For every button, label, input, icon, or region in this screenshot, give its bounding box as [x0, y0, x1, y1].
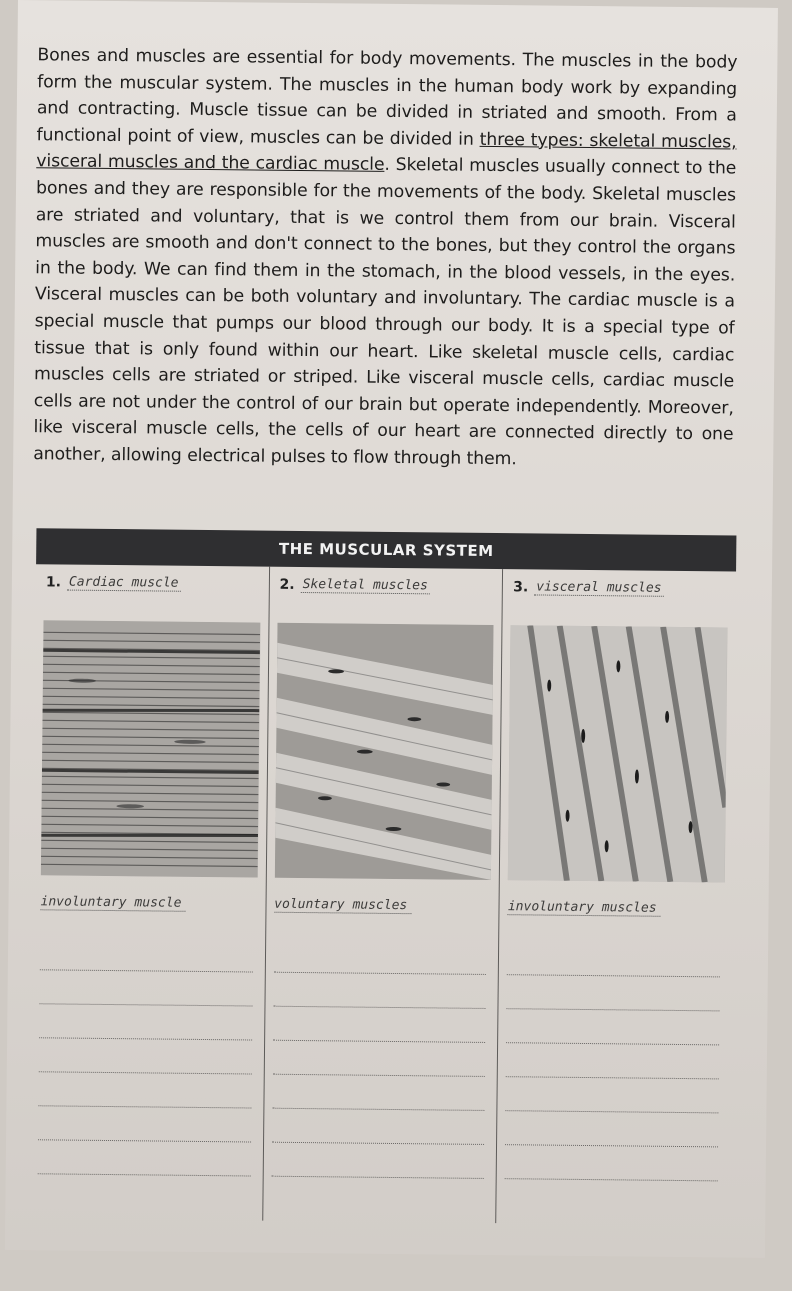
writing-lines[interactable] [271, 939, 486, 1179]
paragraph-underlined-text: three types: skeletal muscles, visceral muscles and the cardiac muscle [36, 129, 737, 176]
column-visceral [497, 569, 737, 1225]
column-label [503, 569, 736, 607]
muscular-system-table [29, 528, 736, 1225]
column-number: 2. [279, 576, 295, 593]
writing-lines[interactable] [38, 936, 253, 1176]
paragraph-text-end: . Skeletal muscles usually connect to the bones and they are responsible for the movements of the body. Skeletal muscles are striated and voluntary, that is we control them from our brain. Visceral muscles are smooth and don't connect to the bones, but they control the organs in the body. We can find them in the stomach, in the blood vessels, in the eyes. Visceral muscles can be both voluntary and involuntary. The cardiac muscle is a special muscle that pumps our blood through our body. It is a special type of tissue that is only found within our heart. Like skeletal muscle cells, cardiac muscles cells are striated or striped. Like visceral muscle cells, cardiac muscle cells are not under the control of our brain but operate independently. Moreover, like visceral muscle cells, the cells of our heart are connected directly to one another, allowing electrical pulses to flow through them. [33, 155, 737, 470]
paragraph-text-start: Bones and muscles are essential for body movements. The muscles in the body form the muscular system. The muscles in the human body work by expanding and contracting. Muscle tissue can be divided in striated and smooth. From a functional point of view, muscles can be divided in [36, 45, 738, 150]
column-cardiac [29, 564, 270, 1220]
answer-field[interactable]: Skeletal muscles [301, 577, 430, 594]
skeletal-tissue-image [274, 623, 493, 880]
answer-note[interactable]: involuntary muscle [40, 894, 185, 912]
answer-field[interactable]: Cardiac muscle [67, 575, 181, 592]
answer-field[interactable]: visceral muscles [534, 579, 663, 596]
worksheet-page [5, 0, 778, 1258]
table-title: THE MUSCULAR SYSTEM [36, 528, 736, 571]
answer-note[interactable]: involuntary muscles [508, 899, 661, 917]
column-label [36, 564, 269, 602]
column-number: 3. [513, 579, 529, 596]
intro-paragraph [33, 42, 737, 475]
column-label [269, 567, 502, 605]
visceral-tissue-image [508, 625, 727, 882]
answer-note[interactable]: voluntary muscles [274, 897, 411, 914]
column-number: 1. [45, 574, 62, 591]
cardiac-tissue-image [41, 620, 260, 877]
writing-lines[interactable] [505, 941, 720, 1181]
column-skeletal [263, 567, 504, 1223]
